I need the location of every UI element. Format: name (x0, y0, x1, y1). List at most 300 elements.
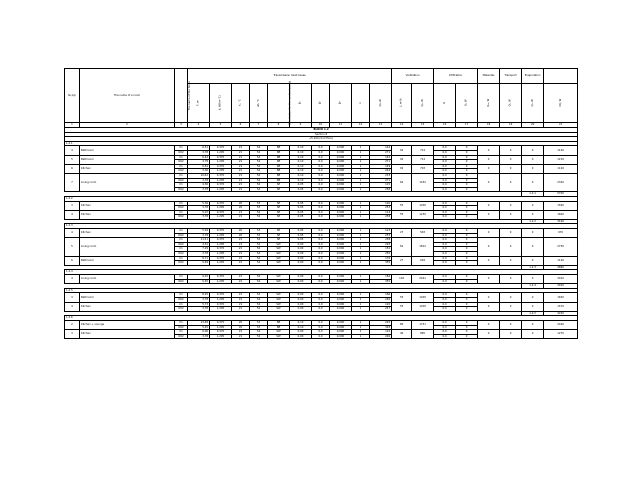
qo-value: 393 (370, 325, 392, 330)
ventilation-Qv: 703 (412, 164, 434, 173)
ventilation-L: 118 (392, 275, 412, 284)
materials-value: 0 (478, 173, 500, 191)
k-value: 1,205 (210, 334, 232, 339)
infiltration-G: 0,0 (434, 302, 456, 307)
beta3-value: 0,000 (330, 261, 352, 266)
k-value: 1,205 (210, 215, 232, 220)
n-value: 1 (352, 173, 370, 178)
fence-type: OK2 (175, 279, 188, 284)
beta2-value: 0,0 (312, 155, 330, 160)
beta2-value: 0,0 (312, 238, 330, 243)
header-b1: β₁ (290, 84, 312, 123)
room-total: 1600 (544, 210, 578, 219)
n-value: 1 (352, 206, 370, 211)
tv-value: 21 (232, 330, 250, 335)
n-value: 1 (352, 252, 370, 257)
column-number: 12 (352, 123, 370, 128)
tv-value: 21 (232, 210, 250, 215)
area-value: 3,78 (188, 178, 210, 183)
header-Qe: Qₑ, W (522, 84, 544, 123)
k-value: 1,205 (210, 252, 232, 257)
n-value: 1 (352, 201, 370, 206)
area-value: 3,78 (188, 187, 210, 192)
room-total: 1140 (544, 256, 578, 265)
beta2-value: 0,0 (312, 150, 330, 155)
beta3-value: 0,000 (330, 242, 352, 247)
beta3-value: 0,000 (330, 238, 352, 243)
infiltration-Qi: 0 (456, 183, 478, 188)
header-ventilation: Ventilation (392, 69, 434, 84)
evaporation-value: 0 (522, 293, 544, 302)
dt-value: 54 (250, 150, 268, 155)
n-value: 1 (352, 150, 370, 155)
fence-type: C1 (175, 275, 188, 280)
beta3-value: 0,000 (330, 334, 352, 339)
area-value: 3,78 (188, 215, 210, 220)
materials-value: 0 (478, 146, 500, 155)
materials-value: 0 (478, 229, 500, 238)
infiltration-G: 0,0 (434, 150, 456, 155)
tv-value: 20 (232, 325, 250, 330)
area-value: 6,06 (188, 330, 210, 335)
section-code: 1.2.2 (65, 196, 578, 201)
area-value: 3,78 (188, 252, 210, 257)
beta2-value: 0,0 (312, 261, 330, 266)
tv-value: 21 (232, 256, 250, 261)
area-value: 8,25 (188, 293, 210, 298)
beta2-value: 0,0 (312, 330, 330, 335)
k-value: 1,205 (210, 261, 232, 266)
qo-value: 258 (370, 187, 392, 192)
k-value: 1,205 (210, 242, 232, 247)
infiltration-Qi: 0 (456, 293, 478, 298)
infiltration-Qi: 0 (456, 252, 478, 257)
beta1-value: 0,05 (290, 187, 312, 192)
infiltration-G: 0,0 (434, 330, 456, 335)
orientation-value: NE (268, 320, 290, 325)
beta1-value: 0,00 (290, 275, 312, 280)
n-value: 1 (352, 325, 370, 330)
beta2-value: 0,0 (312, 183, 330, 188)
area-value: 3,78 (188, 334, 210, 339)
beta2-value: 0,0 (312, 173, 330, 178)
materials-value: 0 (478, 275, 500, 284)
header-Qo: Q₀, W (370, 84, 392, 123)
beta3-value: 0,000 (330, 210, 352, 215)
dt-value: 53 (250, 201, 268, 206)
orientation-value: SE (268, 183, 290, 188)
n-value: 1 (352, 183, 370, 188)
infiltration-Qi: 0 (456, 210, 478, 215)
beta2-value: 0,0 (312, 164, 330, 169)
section-total-value: 3010 (544, 284, 578, 289)
fence-type: C1 (175, 229, 188, 234)
room-number: 7 (65, 173, 80, 191)
infiltration-Qi: 0 (456, 206, 478, 211)
qo-value: 246 (370, 297, 392, 302)
evaporation-value: 0 (522, 330, 544, 339)
k-value: 0,370 (210, 330, 232, 335)
fence-type: OK2 (175, 150, 188, 155)
n-value: 1 (352, 155, 370, 160)
infiltration-Qi: 0 (456, 160, 478, 165)
table-row (65, 155, 578, 160)
area-value: 6,81 (188, 164, 210, 169)
tv-value: 21 (232, 238, 250, 243)
infiltration-G: 0,0 (434, 261, 456, 266)
beta2-value: 0,0 (312, 210, 330, 215)
transport-value: 0 (500, 173, 522, 191)
section-code: 1.2.1 (65, 141, 578, 146)
room-number: 3 (65, 201, 80, 210)
infiltration-Qi: 0 (456, 150, 478, 155)
infiltration-G: 0,0 (434, 233, 456, 238)
infiltration-G: 0,0 (434, 325, 456, 330)
header-b3: β₃ (330, 84, 352, 123)
orientation-value: NE (268, 155, 290, 160)
evaporation-value: 0 (522, 173, 544, 191)
column-number: 1 (65, 123, 80, 128)
dt-value: 54 (250, 155, 268, 160)
infiltration-Qi: 0 (456, 307, 478, 312)
infiltration-Qi: 0 (456, 302, 478, 307)
fence-type: C1 (175, 173, 188, 178)
orientation-value: NE (268, 178, 290, 183)
tv-value: 21 (232, 334, 250, 339)
beta1-value: 0,10 (290, 173, 312, 178)
materials-value: 0 (478, 302, 500, 311)
dt-value: 53 (250, 320, 268, 325)
column-number: 16 (434, 123, 456, 128)
column-number: 21 (544, 123, 578, 128)
fence-type: OK2 (175, 178, 188, 183)
beta3-value: 0,000 (330, 247, 352, 252)
n-value: 1 (352, 215, 370, 220)
dt-value: 53 (250, 206, 268, 211)
dt-value: 53 (250, 233, 268, 238)
k-value: 0,370 (210, 173, 232, 178)
dt-value: 54 (250, 210, 268, 215)
n-value: 1 (352, 164, 370, 169)
transport-value: 0 (500, 155, 522, 164)
infiltration-G: 0,0 (434, 256, 456, 261)
beta3-value: 0,000 (330, 206, 352, 211)
beta1-value: 0,00 (290, 247, 312, 252)
room-total: 1270 (544, 330, 578, 339)
beta2-value: 0,0 (312, 252, 330, 257)
fence-type: C1 (175, 256, 188, 261)
k-value: 1,205 (210, 206, 232, 211)
fence-type: OK2 (175, 252, 188, 257)
materials-value: 0 (478, 164, 500, 173)
ventilation-Qv: 1230 (412, 210, 434, 219)
column-number: 4 (188, 123, 210, 128)
fence-type: C1 (175, 201, 188, 206)
room-name: Kitchen (80, 210, 175, 219)
orientation-value: SE (268, 238, 290, 243)
dt-value: 54 (250, 330, 268, 335)
ventilation-L: 55 (392, 201, 412, 210)
fence-type: C1 (175, 293, 188, 298)
beta1-value: 0,10 (290, 320, 312, 325)
qo-value: 184 (370, 275, 392, 280)
dt-value: 54 (250, 302, 268, 307)
infiltration-G: 0,0 (434, 229, 456, 234)
area-value: 3,36 (188, 169, 210, 174)
dt-value: 54 (250, 334, 268, 339)
ventilation-L: 27 (392, 256, 412, 265)
ventilation-L: 80 (392, 320, 412, 329)
header-b2: β₂ (312, 84, 330, 123)
fence-type: C1 (175, 330, 188, 335)
fence-type: OK2 (175, 297, 188, 302)
ventilation-L: 92 (392, 155, 412, 164)
qo-value: 355 (370, 261, 392, 266)
ventilation-Qv: 714 (412, 155, 434, 164)
beta1-value: 0,00 (290, 256, 312, 261)
table-row (65, 330, 578, 335)
tv-value: 21 (232, 242, 250, 247)
evaporation-value: 0 (522, 164, 544, 173)
header-Qv: Qᵥ, W (412, 84, 434, 123)
table-row (65, 275, 578, 280)
room-number: 6 (65, 164, 80, 173)
orientation-value: SW (268, 297, 290, 302)
room-name: Living room (80, 275, 175, 284)
k-value: 0,370 (210, 302, 232, 307)
n-value: 1 (352, 293, 370, 298)
tv-value: 21 (232, 297, 250, 302)
n-value: 1 (352, 238, 370, 243)
tv-value: 21 (232, 252, 250, 257)
n-value: 1 (352, 146, 370, 151)
header-tv: tᵥ, °C (232, 84, 250, 123)
beta2-value: 0,0 (312, 187, 330, 192)
fence-type: C1 (175, 320, 188, 325)
table-row (65, 238, 578, 243)
n-value: 1 (352, 178, 370, 183)
section-total-value: 4860 (544, 265, 578, 270)
dt-value: 54 (250, 297, 268, 302)
room-total: 970 (544, 229, 578, 238)
room-total: 3010 (544, 275, 578, 284)
orientation-value: NE (268, 150, 290, 155)
orientation-value: SW (268, 334, 290, 339)
column-number: 19 (500, 123, 522, 128)
orientation-value: SW (268, 279, 290, 284)
k-value: 1,205 (210, 187, 232, 192)
materials-value: 0 (478, 293, 500, 302)
infiltration-G: 0,0 (434, 210, 456, 215)
infiltration-Qi: 0 (456, 256, 478, 261)
ventilation-Qv: 1200 (412, 302, 434, 311)
ventilation-L: 64 (392, 173, 412, 191)
k-value: 0,370 (210, 229, 232, 234)
area-value: 11,51 (188, 238, 210, 243)
section-code: 1.2.5 (65, 288, 578, 293)
room-number: 3 (65, 330, 80, 339)
beta3-value: 0,000 (330, 325, 352, 330)
infiltration-G: 0,0 (434, 252, 456, 257)
beta3-value: 0,000 (330, 201, 352, 206)
beta2-value: 0,0 (312, 201, 330, 206)
beta3-value: 0,000 (330, 160, 352, 165)
beta1-value: 0,10 (290, 169, 312, 174)
dt-value: 53 (250, 229, 268, 234)
qo-value: 123 (370, 229, 392, 234)
tv-value: 21 (232, 215, 250, 220)
column-number: 6 (232, 123, 250, 128)
evaporation-value: 0 (522, 275, 544, 284)
infiltration-G: 0,0 (434, 146, 456, 151)
beta3-value: 0,000 (330, 307, 352, 312)
k-value: 1,205 (210, 169, 232, 174)
beta2-value: 0,0 (312, 247, 330, 252)
header-fence: The name of the fence (175, 69, 188, 123)
dt-value: 54 (250, 173, 268, 178)
dt-value: 54 (250, 238, 268, 243)
orientation-value: NE (268, 164, 290, 169)
table-row (65, 173, 578, 178)
beta2-value: 0,0 (312, 256, 330, 261)
transport-value: 0 (500, 320, 522, 329)
tv-value: 21 (232, 150, 250, 155)
beta3-value: 0,000 (330, 279, 352, 284)
materials-value: 0 (478, 210, 500, 219)
header-transmission: Transmission heat losses (188, 69, 392, 84)
room-name: Bathroom (80, 155, 175, 164)
ventilation-Qv: 604 (412, 256, 434, 265)
infiltration-G: 0,0 (434, 178, 456, 183)
qo-value: 293 (370, 320, 392, 325)
fence-type: OK2 (175, 215, 188, 220)
k-value: 0,370 (210, 155, 232, 160)
transport-value: 0 (500, 256, 522, 265)
k-value: 0,370 (210, 275, 232, 280)
fence-type: C1 (175, 183, 188, 188)
orientation-value: SW (268, 261, 290, 266)
infiltration-Qi: 0 (456, 201, 478, 206)
transport-value: 0 (500, 210, 522, 219)
area-value: 5,36 (188, 201, 210, 206)
k-value: 0,370 (210, 320, 232, 325)
qo-value: 166 (370, 293, 392, 298)
header-L: L, м³/h (392, 84, 412, 123)
beta2-value: 0,0 (312, 146, 330, 151)
orientation-value: SE (268, 210, 290, 215)
beta1-value: 0,05 (290, 233, 312, 238)
ventilation-L: 92 (392, 164, 412, 173)
evaporation-value: 0 (522, 229, 544, 238)
materials-value: 0 (478, 330, 500, 339)
fence-type: C1 (175, 164, 188, 169)
room-total: 1570 (544, 302, 578, 311)
n-value: 1 (352, 210, 370, 215)
section-total-label: 1.2.3 (522, 265, 544, 270)
orientation-value: SW (268, 307, 290, 312)
ventilation-Qv: 1432 (412, 173, 434, 191)
beta1-value: 0,05 (290, 183, 312, 188)
beta3-value: 0,000 (330, 150, 352, 155)
section-total-label: 1.2.4 (522, 284, 544, 289)
n-value: 1 (352, 233, 370, 238)
header-infiltration: Infiltration (434, 69, 478, 84)
beta1-value: 0,00 (290, 252, 312, 257)
beta1-value: 0,00 (290, 279, 312, 284)
qo-value: 122 (370, 330, 392, 335)
infiltration-G: 0,0 (434, 173, 456, 178)
beta1-value: 0,10 (290, 155, 312, 160)
table-row (65, 146, 578, 151)
section-total-label: 1.2.5 (522, 311, 544, 316)
n-value: 1 (352, 169, 370, 174)
infiltration-Qi: 0 (456, 275, 478, 280)
infiltration-G: 0,0 (434, 164, 456, 169)
area-value: 5,45 (188, 325, 210, 330)
room-number: 3 (65, 293, 80, 302)
fence-type: OK2 (175, 233, 188, 238)
fence-type: C1 (175, 146, 188, 151)
beta1-value: 0,00 (290, 293, 312, 298)
header-Qm: Qₘ, W (478, 84, 500, 123)
n-value: 1 (352, 320, 370, 325)
table-row (65, 293, 578, 298)
section-total-value: 3190 (544, 219, 578, 224)
orientation-value: NE (268, 173, 290, 178)
k-value: 0,370 (210, 146, 232, 151)
dt-value: 54 (250, 279, 268, 284)
ventilation-Qv: 1200 (412, 201, 434, 210)
beta3-value: 0,000 (330, 297, 352, 302)
infiltration-Qi: 0 (456, 215, 478, 220)
orientation-value: SW (268, 247, 290, 252)
room-name: Bathroom (80, 293, 175, 302)
column-number: 3 (175, 123, 188, 128)
header-k: k, W/(м²°C) (210, 84, 232, 123)
dt-value: 54 (250, 256, 268, 261)
infiltration-G: 0,0 (434, 275, 456, 280)
ventilation-Qv: 2441 (412, 275, 434, 284)
header-materials: Materials (478, 69, 500, 84)
dt-value: 54 (250, 293, 268, 298)
infiltration-Qi: 0 (456, 330, 478, 335)
column-number: 18 (478, 123, 500, 128)
materials-value: 0 (478, 201, 500, 210)
area-value: 5,94 (188, 229, 210, 234)
beta2-value: 0,0 (312, 307, 330, 312)
beta1-value: 0,05 (290, 201, 312, 206)
beta3-value: 0,000 (330, 252, 352, 257)
infiltration-Qi: 0 (456, 164, 478, 169)
orientation-value: SE (268, 229, 290, 234)
beta2-value: 0,0 (312, 302, 330, 307)
dt-value: 54 (250, 215, 268, 220)
ventilation-Qv: 895 (412, 330, 434, 339)
evaporation-value: 0 (522, 256, 544, 265)
header-orientation: Orientation for the cardinal points (268, 84, 290, 123)
beta1-value: 0,05 (290, 238, 312, 243)
evaporation-value: 0 (522, 201, 544, 210)
header-G: G (434, 84, 456, 123)
column-number: 10 (312, 123, 330, 128)
area-value: 3,78 (188, 206, 210, 211)
beta2-value: 0,0 (312, 206, 330, 211)
k-value: 1,205 (210, 178, 232, 183)
header-room-name: The name of a room (80, 69, 175, 123)
k-value: 1,205 (210, 307, 232, 312)
ventilation-L: 55 (392, 210, 412, 219)
beta2-value: 0,0 (312, 275, 330, 280)
